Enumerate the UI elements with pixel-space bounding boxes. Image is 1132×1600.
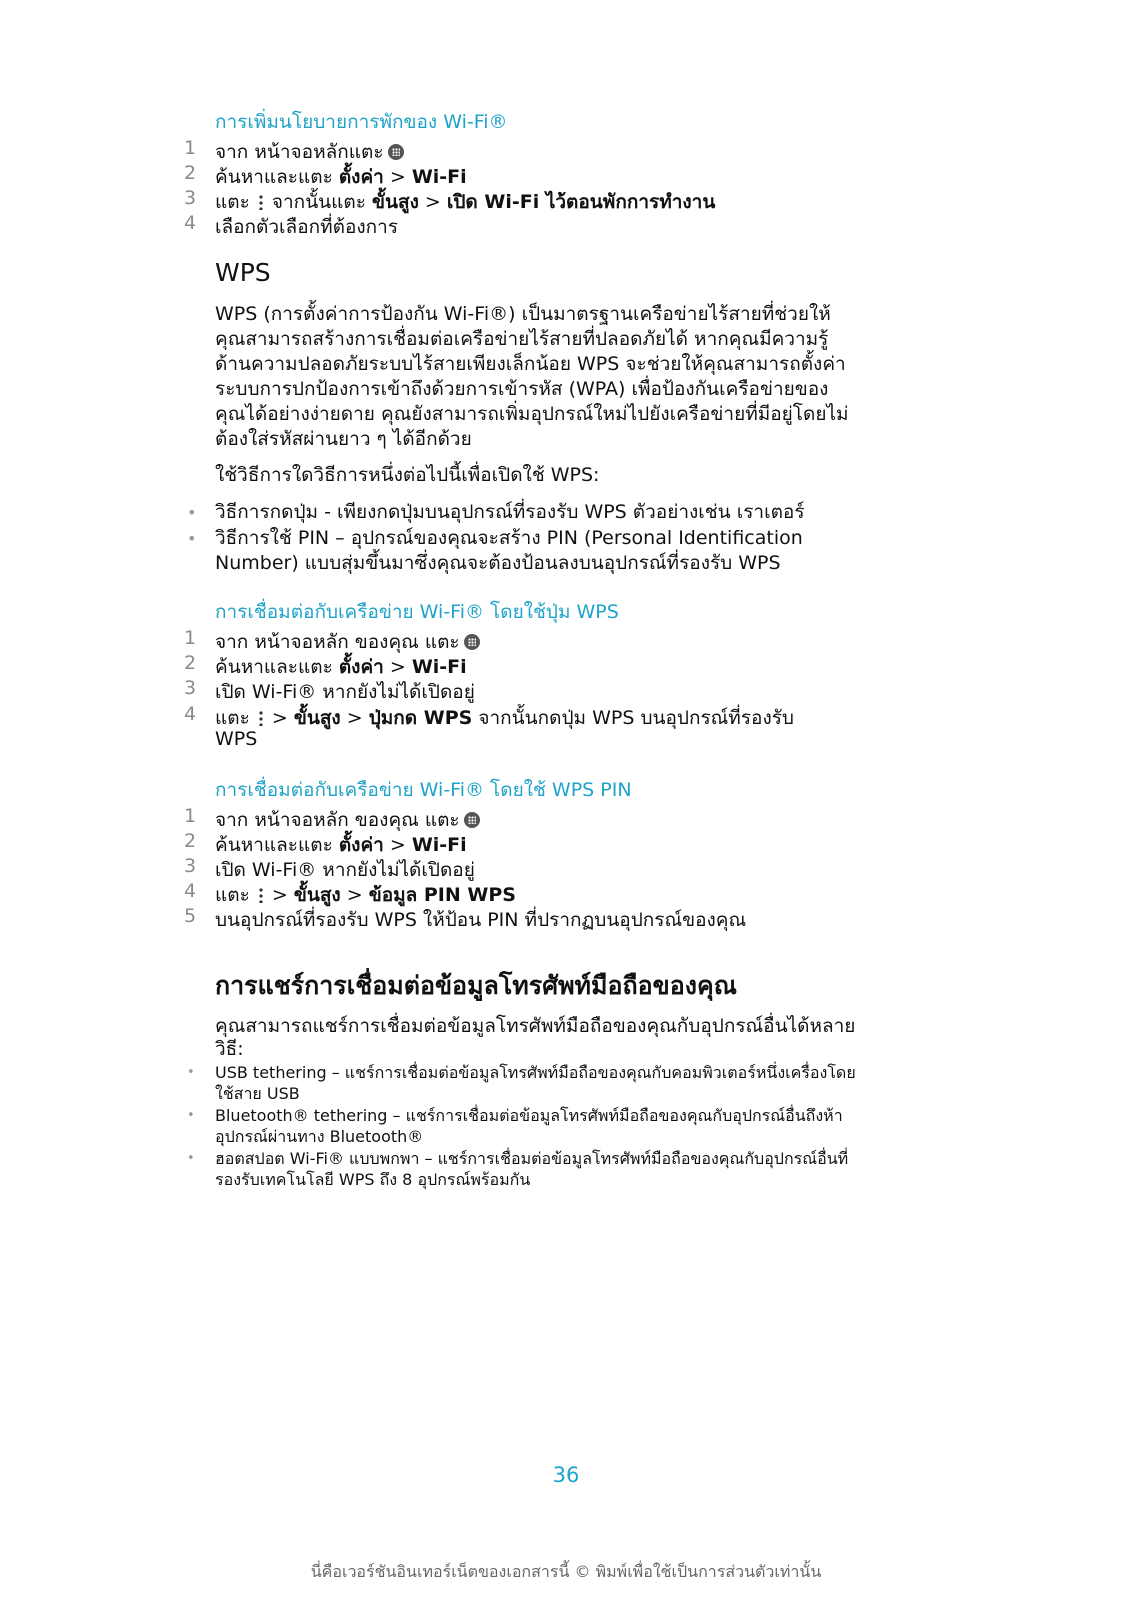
sharing-bullet-usb: USB tethering – แชร์การเชื่อมต่อข้อมูลโทรศัพท์มือถือของคุณกับคอมพิวเตอร์หนึ่งเครื่องโดย [215, 1063, 856, 1082]
sharing-bullet-bluetooth-cont: อุปกรณ์ผ่านทาง Bluetooth® [215, 1127, 424, 1146]
sharing-heading: การแชร์การเชื่อมต่อข้อมูลโทรศัพท์มือถือของคุณ [215, 971, 737, 1000]
page-number: 36 [552, 1463, 580, 1487]
wps-paragraph-line: คุณสามารถสร้างการเชื่อมต่อเครือข่ายไร้สายที่ปลอดภัยได้ หากคุณมีความรู้ [215, 328, 829, 350]
step-number: 4 [184, 880, 197, 902]
sharing-bullet-hotspot-cont: รองรับเทคโนโลยี WPS ถึง 8 อุปกรณ์พร้อมกัน [215, 1170, 531, 1189]
sharing-bullet-bluetooth: Bluetooth® tethering – แชร์การเชื่อมต่อข้อมูลโทรศัพท์มือถือของคุณกับอุปกรณ์อื่นถึงห้า [215, 1106, 843, 1125]
step-number: 1 [184, 137, 197, 159]
menu-dots-icon [259, 710, 263, 726]
wps-heading: WPS [215, 258, 271, 287]
step-text: แตะ > ขั้นสูง > ปุ่มกด WPS จากนั้นกดปุ่ม WPS บนอุปกรณ์ที่รองรับ [215, 707, 794, 729]
step-text: ค้นหาและแตะ ตั้งค่า > Wi-Fi [215, 166, 467, 188]
sharing-intro-cont: วิธี: [215, 1038, 244, 1060]
step-text: บนอุปกรณ์ที่รองรับ WPS ให้ป้อน PIN ที่ปรากฏบนอุปกรณ์ของคุณ [215, 909, 747, 931]
section-title-wifi-sleep: การเพิ่มนโยบายการพักของ Wi-Fi® [215, 111, 508, 133]
wps-bullet-pin-cont: Number) แบบสุ่มขึ้นมาซึ่งคุณจะต้องป้อนลงบนอุปกรณ์ที่รองรับ WPS [215, 552, 781, 574]
wps-bullet-push: วิธีการกดปุ่ม - เพียงกดปุ่มบนอุปกรณ์ที่รองรับ WPS ตัวอย่างเช่น เราเตอร์ [215, 501, 805, 523]
wps-intro: ใช้วิธีการใดวิธีการหนึ่งต่อไปนี้เพื่อเปิดใช้ WPS: [215, 464, 600, 486]
wps-paragraph-line: ด้านความปลอดภัยระบบไร้สายเพียงเล็กน้อย WPS จะช่วยให้คุณสามารถตั้งค่า [215, 353, 846, 375]
step-number: 4 [184, 212, 197, 234]
bullet-icon: • [187, 503, 197, 522]
home-apps-icon [464, 634, 480, 650]
step-number: 2 [184, 830, 197, 852]
step-number: 1 [184, 627, 197, 649]
sharing-bullet-usb-cont: ใช้สาย USB [215, 1084, 300, 1103]
step-text-cont: WPS [215, 728, 258, 750]
step-text: ค้นหาและแตะ ตั้งค่า > Wi-Fi [215, 656, 467, 678]
step-number: 3 [184, 677, 197, 699]
wps-paragraph-line: ระบบการปกป้องการเข้าถึงด้วยการเข้ารหัส (WPA) เพื่อป้องกันเครือข่ายของ [215, 378, 829, 400]
step-number: 5 [184, 905, 197, 927]
wps-paragraph-line: คุณได้อย่างง่ายดาย คุณยังสามารถเพิ่มอุปกรณ์ใหม่ไปยังเครือข่ายที่มีอยู่โดยไม่ [215, 403, 849, 425]
step-text: จาก หน้าจอหลัก ของคุณ แตะ [215, 805, 480, 835]
wps-paragraph-line: ต้องใส่รหัสผ่านยาว ๆ ได้อีกด้วย [215, 428, 472, 450]
step-text: แตะ จากนั้นแตะ ขั้นสูง > เปิด Wi-Fi ไว้ตอนพักการทำงาน [215, 191, 716, 213]
section-title-wps-button: การเชื่อมต่อกับเครือข่าย Wi-Fi® โดยใช้ปุ่ม WPS [215, 601, 619, 623]
step-number: 4 [184, 703, 197, 725]
section-title-wps-pin: การเชื่อมต่อกับเครือข่าย Wi-Fi® โดยใช้ WPS PIN [215, 779, 632, 801]
step-text: จาก หน้าจอหลักแตะ [215, 137, 404, 167]
bullet-icon: • [187, 529, 197, 548]
footer-note: นี่คือเวอร์ชันอินเทอร์เน็ตของเอกสารนี้ © พิมพ์เพื่อใช้เป็นการส่วนตัวเท่านั้น [310, 1562, 822, 1581]
sharing-bullet-hotspot: ฮอตสปอต Wi-Fi® แบบพกพา – แชร์การเชื่อมต่อข้อมูลโทรศัพท์มือถือของคุณกับอุปกรณ์อื่นที่ [215, 1149, 849, 1168]
home-apps-icon [388, 144, 404, 160]
step-text: แตะ > ขั้นสูง > ข้อมูล PIN WPS [215, 884, 516, 906]
bullet-icon: • [187, 1108, 195, 1123]
home-apps-icon [464, 812, 480, 828]
wps-bullet-pin: วิธีการใช้ PIN – อุปกรณ์ของคุณจะสร้าง PIN (Personal Identification [215, 527, 803, 549]
step-number: 3 [184, 187, 197, 209]
bullet-icon: • [187, 1065, 195, 1080]
wps-paragraph-line: WPS (การตั้งค่าการป้องกัน Wi-Fi®) เป็นมาตรฐานเครือข่ายไร้สายที่ช่วยให้ [215, 303, 831, 325]
step-text: ค้นหาและแตะ ตั้งค่า > Wi-Fi [215, 834, 467, 856]
step-number: 3 [184, 855, 197, 877]
step-text: จาก หน้าจอหลัก ของคุณ แตะ [215, 627, 480, 657]
step-text: เปิด Wi-Fi® หากยังไม่ได้เปิดอยู่ [215, 859, 475, 881]
step-number: 2 [184, 652, 197, 674]
sharing-intro: คุณสามารถแชร์การเชื่อมต่อข้อมูลโทรศัพท์มือถือของคุณกับอุปกรณ์อื่นได้หลาย [215, 1015, 856, 1037]
step-text: เปิด Wi-Fi® หากยังไม่ได้เปิดอยู่ [215, 681, 475, 703]
bullet-icon: • [187, 1151, 195, 1166]
menu-dots-icon [259, 194, 263, 210]
step-number: 1 [184, 805, 197, 827]
step-text: เลือกตัวเลือกที่ต้องการ [215, 216, 399, 238]
step-number: 2 [184, 162, 197, 184]
menu-dots-icon [259, 887, 263, 903]
